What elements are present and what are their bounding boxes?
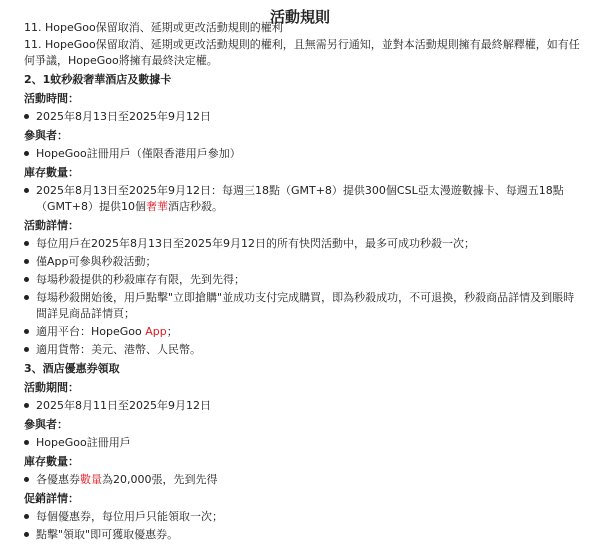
list-item: 2025年8月11日至2025年9月12日: [24, 398, 580, 414]
partial-line: 11. HopeGoo保留取消、延期或更改活動規則的權利: [24, 21, 283, 34]
bullet-icon: [24, 329, 29, 334]
list-item: 適用平台：HopeGoo App；: [24, 324, 580, 340]
list-item: 每個優惠券，每位用戶只能領取一次；: [24, 509, 580, 525]
section-2-participants-label: 參與者：: [24, 129, 68, 142]
list-item: 點擊"領取"即可獲取優惠券。: [24, 527, 580, 543]
list-item: HopeGoo註冊用戶: [24, 435, 580, 451]
list-item: 每位用戶在2025年8月13日至2025年9月12日的所有快閃活動中，最多可成功秒殺一次；: [24, 236, 580, 252]
bullet-icon: [24, 277, 29, 282]
list-item: 各優惠券數量為20,000張，先到先得: [24, 472, 580, 488]
bullet-icon: [24, 532, 29, 537]
rules-content: [24, 21, 580, 545]
bullet-icon: [24, 295, 29, 300]
section-2-stock-label: 庫存數量：: [24, 166, 79, 179]
bullet-icon: [24, 403, 29, 408]
list-item: 每場秒殺提供的秒殺庫存有限，先到先得；: [24, 272, 580, 288]
section-2-details-label: 活動詳情：: [24, 219, 79, 232]
section-2-time-label: 活動時間：: [24, 92, 79, 105]
highlight-text: App: [145, 325, 167, 338]
list-item: HopeGoo註冊用戶（僅限香港用戶參加）: [24, 146, 580, 162]
list-item: 適用貨幣：美元、港幣、人民幣。: [24, 342, 580, 358]
rule-item-11: 11. HopeGoo保留取消、延期或更改活動規則的權利，且無需另行通知，並對本活動規則擁有最終解釋權，如有任何爭議，HopeGoo將擁有最終決定權。: [24, 38, 580, 67]
bullet-icon: [24, 440, 29, 445]
list-item: 每場秒殺開始後，用戶點擊"立即搶購"並成功支付完成購買，即為秒殺成功，不可退換，秒殺商品詳情及到賬時間詳見商品詳情頁；: [24, 290, 580, 322]
bullet-icon: [24, 188, 29, 193]
section-3-period-label: 活動期間：: [24, 381, 79, 394]
section-3-title: 3、酒店優惠券領取: [24, 362, 120, 375]
list-item: 2025年8月13日至2025年9月12日：每週三18點（GMT+8）提供300個CSL亞太漫遊數據卡、每週五18點（GMT+8）提供10個奢華酒店秒殺。: [24, 183, 580, 215]
section-2-title: 2、1蚊秒殺奢華酒店及數據卡: [24, 73, 172, 86]
highlight-text: 奢華: [145, 200, 168, 213]
section-3-stock-label: 庫存數量：: [24, 455, 79, 468]
bullet-icon: [24, 347, 29, 352]
bullet-icon: [24, 114, 29, 119]
page-title: 活動規則: [269, 8, 330, 26]
highlight-text: 數量: [80, 473, 102, 486]
section-3-promo-label: 促銷詳情：: [24, 492, 79, 505]
bullet-icon: [24, 241, 29, 246]
list-item: 僅App可參與秒殺活動；: [24, 254, 580, 270]
section-3-participants-label: 參與者：: [24, 418, 68, 431]
bullet-icon: [24, 151, 29, 156]
bullet-icon: [24, 514, 29, 519]
list-item: 2025年8月13日至2025年9月12日: [24, 109, 580, 125]
bullet-icon: [24, 477, 29, 482]
bullet-icon: [24, 259, 29, 264]
